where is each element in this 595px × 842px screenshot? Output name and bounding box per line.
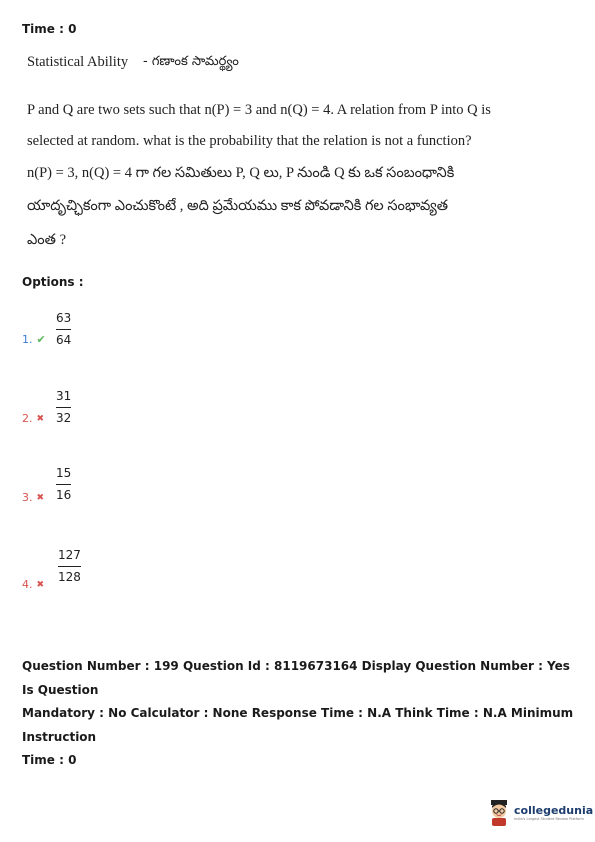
option-2-number [22, 412, 44, 425]
cross-icon: ✖ [36, 413, 45, 424]
check-icon: ✔ [36, 333, 46, 346]
option-number-label: 2. [22, 412, 33, 425]
option-number-label: 4. [22, 578, 33, 591]
metadata-line-3: Time : 0 [22, 753, 77, 767]
option-3-fraction[interactable] [56, 466, 71, 502]
numerator: 127 [58, 548, 81, 562]
option-4-fraction[interactable] [58, 548, 81, 584]
question-line-3: n(P) = 3, n(Q) = 4 గా గల సమితులు P, Q లు, P నుండి Q కు ఒక సంబంధానికి [27, 165, 455, 181]
options-heading: Options : [22, 275, 84, 289]
question-metadata [22, 655, 582, 773]
metadata-line-1: Question Number : 199 Question Id : 8119673164 Display Question Number : Yes Is Question [22, 659, 570, 697]
student-avatar-icon [488, 798, 510, 826]
option-number-label: 3. [22, 491, 33, 504]
subject-english: Statistical Ability [27, 54, 129, 70]
question-line-5: ఎంత ? [27, 232, 67, 248]
fraction-bar [58, 566, 81, 567]
collegedunia-logo[interactable] [488, 798, 593, 826]
denominator: 128 [58, 570, 81, 584]
numerator: 63 [56, 311, 72, 325]
option-4-number [22, 578, 44, 591]
option-2-fraction[interactable] [56, 389, 71, 425]
option-1-number [22, 333, 46, 346]
cross-icon: ✖ [36, 579, 45, 590]
subject-telugu: - గణాంక సామర్థ్యం [143, 54, 239, 69]
denominator: 64 [56, 333, 72, 347]
numerator: 15 [56, 466, 72, 480]
fraction-bar [56, 329, 71, 330]
denominator: 16 [56, 488, 72, 502]
question-line-2: selected at random. what is the probability that the relation is not a function? [27, 133, 472, 149]
numerator: 31 [56, 389, 72, 403]
fraction-bar [56, 407, 71, 408]
logo-tagline: India's Largest Student Review Platform [514, 816, 584, 821]
option-1-fraction[interactable] [56, 311, 71, 347]
time-label: Time : 0 [22, 22, 77, 36]
option-3-number [22, 491, 44, 504]
cross-icon: ✖ [36, 492, 45, 503]
question-line-4: యాదృచ్ఛికంగా ఎంచుకొంటే , అది ప్రమేయము కాక పోవడానికి గల సంభావ్యత [27, 198, 449, 214]
option-number-label: 1. [22, 333, 33, 346]
denominator: 32 [56, 411, 72, 425]
question-line-1: P and Q are two sets such that n(P) = 3 and n(Q) = 4. A relation from P into Q is [27, 102, 491, 118]
metadata-line-2: Mandatory : No Calculator : None Response Time : N.A Think Time : N.A Minimum Instruction [22, 706, 574, 744]
fraction-bar [56, 484, 71, 485]
logo-name: collegedunia [514, 803, 594, 817]
